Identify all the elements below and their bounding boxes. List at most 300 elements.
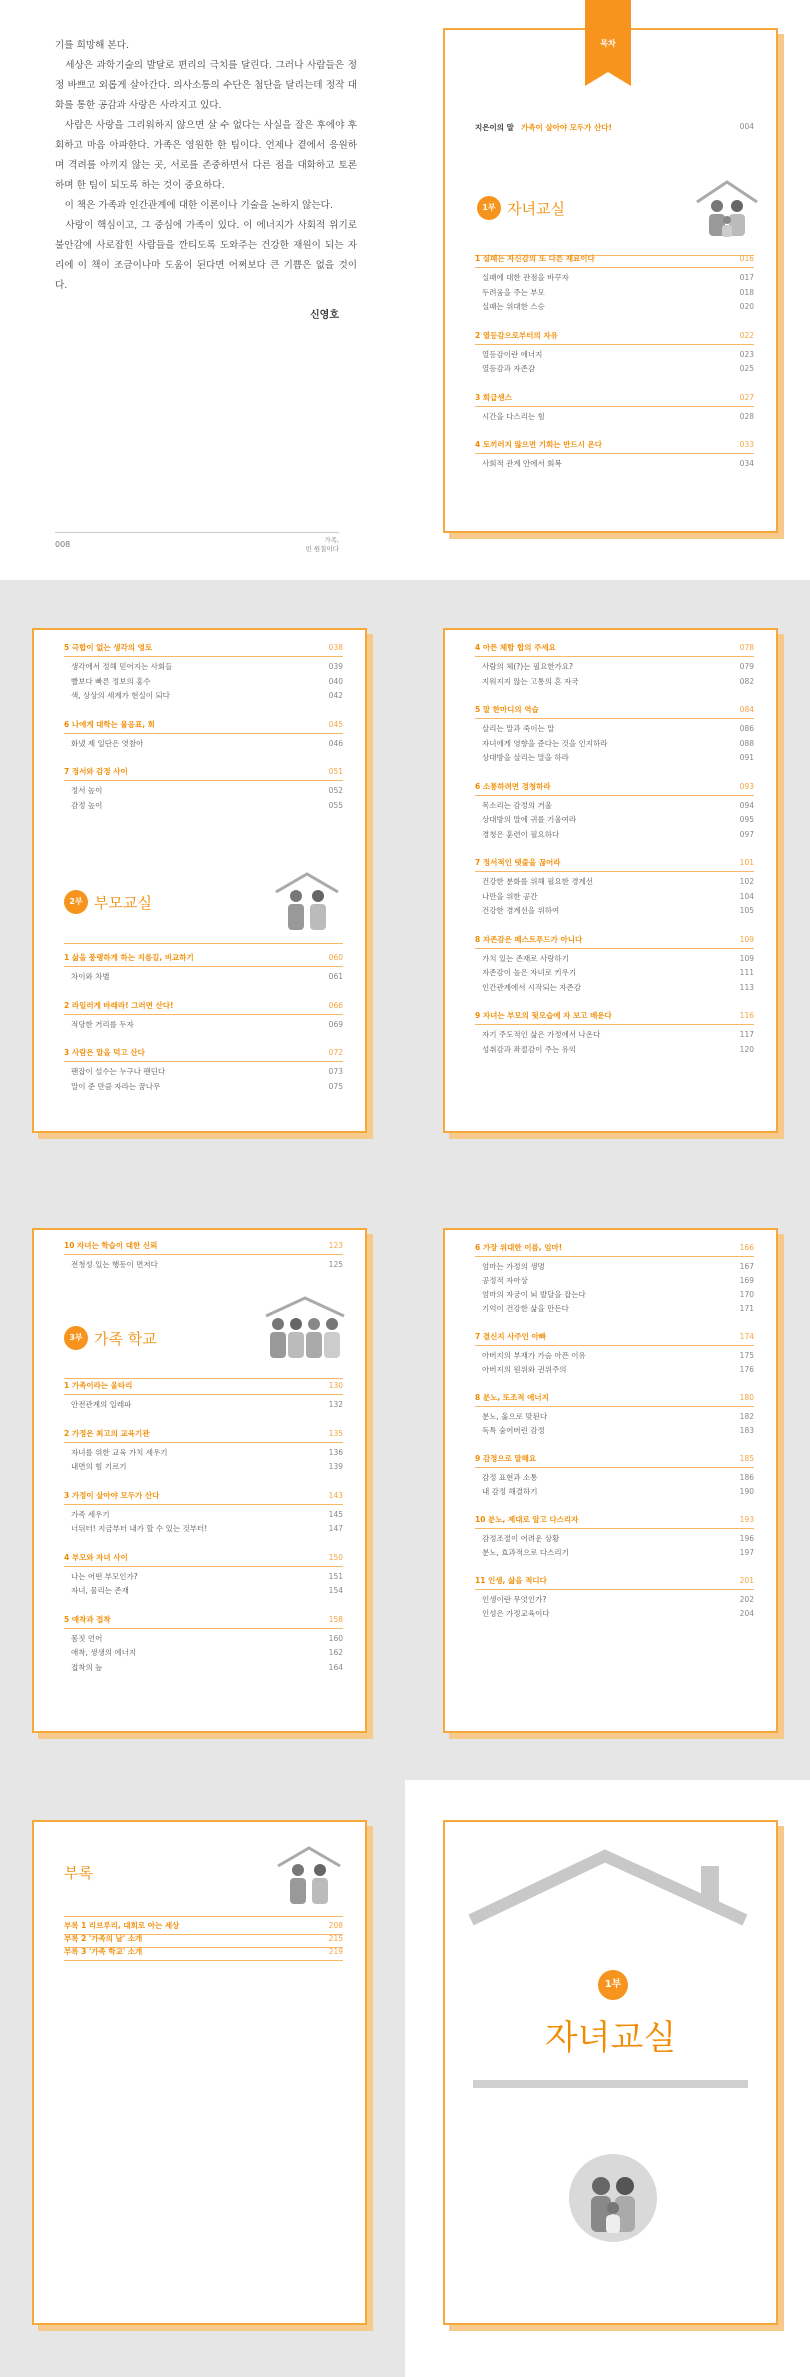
preface-paragraph: 사람은 사랑을 그리워하지 않으면 살 수 없다는 사실을 잘은 후에야 후회하고 마음 아파한다. 가족은 영원한 한 팀이다. 언제나 곁에서 응원하며 격려를 아끼지 않는 곳, 서로를 존중하면서 다른 점을 대화하고 토론하며 한 팀이 되도록 하는 것이 중요하다. [55, 120, 357, 191]
toc-section-entry[interactable] [475, 1044, 754, 1055]
toc-entry-page: 034 [739, 459, 754, 468]
toc-chapter-entry[interactable] [64, 642, 343, 653]
preface-page [0, 0, 405, 580]
toc-entry-title: 사람의 체(?)는 필요한가요? [482, 662, 574, 671]
toc-entry-title: 공정적 자아상 [482, 1276, 528, 1285]
toc-entry-page: 219 [328, 1947, 343, 1956]
toc-entry-title: 3 가정이 살아야 모두가 산다 [64, 1490, 160, 1500]
toc-section-entry[interactable] [475, 800, 754, 811]
toc-section-entry[interactable] [475, 1547, 754, 1558]
toc-entry-title: 5 극합이 없는 생각의 영토 [64, 643, 153, 652]
prologue-entry[interactable] [475, 122, 754, 134]
chapter-divider [475, 1467, 754, 1468]
chapter-divider [64, 1442, 343, 1443]
toc-entry-title: 기억이 건강한 삶을 만든다 [482, 1304, 569, 1313]
toc-entry-title: 지워지지 않는 고통의 흔 자국 [482, 676, 579, 686]
toc-section-entry[interactable] [64, 1523, 343, 1534]
chapter-divider [475, 656, 754, 657]
toc-entry-page: 039 [328, 662, 343, 671]
toc-entry-page: 185 [739, 1454, 754, 1463]
toc-entry-title: 자녀에게 영향을 준다는 것을 인지하라 [482, 738, 608, 748]
toc-entry-title: 가족 세우기 [71, 1509, 110, 1519]
toc-entry-title: 너뒤터! 지금부터 내가 할 수 있는 것부터! [71, 1524, 208, 1533]
toc-chapter-entry[interactable] [64, 1933, 343, 1944]
toc-chapter-entry[interactable] [64, 766, 343, 777]
toc-section-entry[interactable] [64, 661, 343, 672]
toc-entry-page: 162 [328, 1648, 343, 1657]
chapter-divider [64, 1504, 343, 1505]
toc-entry-title: 자기 주도적인 삶은 가정에서 나온다 [482, 1030, 601, 1039]
toc-chapter-entry[interactable] [475, 642, 754, 653]
toc-section-entry[interactable] [475, 1289, 754, 1300]
toc-entry-page: 166 [739, 1243, 754, 1252]
toc-entry-title: 엄마의 자궁이 뇌 발달을 잡는다 [482, 1290, 586, 1299]
toc-card-1 [443, 28, 778, 533]
toc-list [475, 642, 754, 1122]
toc-entry-title: 인성은 가정교육이다 [482, 1609, 550, 1618]
toc-entry-page: 027 [739, 392, 754, 402]
toc-label: 목차 [600, 39, 616, 48]
part-title-1: 자녀교실 [507, 200, 565, 218]
toc-section-entry[interactable] [475, 905, 754, 916]
toc-section-entry[interactable] [475, 814, 754, 825]
toc-entry-page: 160 [328, 1633, 343, 1643]
toc-section-entry[interactable] [64, 690, 343, 701]
toc-chapter-entry[interactable] [475, 934, 754, 945]
toc-section-entry[interactable] [475, 876, 754, 887]
toc-section-entry[interactable] [64, 738, 343, 749]
toc-entry-page: 176 [739, 1365, 754, 1374]
page-number: 008 [55, 540, 71, 549]
toc-section-entry[interactable] [64, 1633, 343, 1644]
toc-section-entry[interactable] [475, 661, 754, 672]
toc-entry-title: 감정 표현과 소통 [482, 1473, 538, 1482]
toc-section-entry[interactable] [64, 1509, 343, 1520]
chapter-divider [64, 1960, 343, 1961]
toc-section-entry[interactable] [475, 1350, 754, 1361]
chapter-divider [64, 656, 343, 657]
toc-entry-title: 색, 상상의 세계가 현실이 되다 [71, 691, 170, 700]
toc-section-entry[interactable] [475, 752, 754, 763]
toc-section-entry[interactable] [475, 953, 754, 964]
toc-chapter-entry[interactable] [475, 439, 754, 450]
toc-chapter-entry[interactable] [475, 857, 754, 868]
part-opener-card [443, 1820, 778, 2325]
toc-entry-page: 154 [328, 1586, 343, 1595]
toc-entry-page: 116 [739, 1011, 754, 1020]
toc-entry-page: 033 [739, 440, 754, 449]
toc-entry-title: 시간을 다스리는 힘 [482, 411, 545, 421]
appendix-title: 부록 [64, 1864, 93, 1882]
toc-chapter-entry[interactable] [475, 1575, 754, 1586]
preface-paragraph: 이 책은 가족과 인간관계에 대한 이론이나 기술을 논하지 않는다. [55, 200, 333, 211]
toc-section-entry[interactable] [475, 1303, 754, 1314]
toc-entry-title: 6 소통하려면 경청하라 [475, 781, 551, 791]
toc-entry-title: 상대방의 말에 귀를 기울여라 [482, 815, 577, 824]
toc-card-3 [443, 628, 778, 1133]
toc-entry-page: 022 [739, 330, 754, 340]
chapter-divider [64, 1566, 343, 1567]
toc-section-entry[interactable] [475, 1472, 754, 1483]
toc-entry-page: 109 [739, 953, 754, 963]
toc-section-entry[interactable] [475, 891, 754, 902]
toc-entry-page: 061 [328, 972, 343, 981]
toc-chapter-entry[interactable] [475, 392, 754, 403]
toc-entry-page: 170 [739, 1290, 754, 1299]
toc-entry-page: 018 [739, 287, 754, 297]
chapter-divider [475, 406, 754, 407]
toc-section-entry[interactable] [475, 967, 754, 978]
toc-entry-title: 4 아픈 체함 합의 주세요 [475, 643, 556, 652]
toc-entry-title: 2 라일러게 바래라! 그러면 산다! [64, 1000, 174, 1010]
toc-section-entry[interactable] [64, 1585, 343, 1596]
part-badge-opener: 1부 [598, 1970, 628, 2000]
toc-entry-title: 자녀, 물리는 존재 [71, 1586, 129, 1595]
preface-paragraph: 기를 희망해 본다. [55, 40, 130, 51]
toc-entry-page: 075 [328, 1081, 343, 1091]
toc-entry-page: 088 [739, 738, 754, 748]
toc-section-entry[interactable] [475, 738, 754, 749]
divider [64, 1916, 343, 1917]
toc-entry-page: 102 [739, 877, 754, 886]
toc-list [475, 253, 754, 523]
toc-chapter-entry[interactable] [64, 719, 343, 730]
toc-entry-title: 7 결신지 사주인 아빠 [475, 1332, 547, 1341]
toc-entry-page: 125 [328, 1260, 343, 1269]
toc-entry-page: 182 [739, 1412, 754, 1421]
toc-entry-page: 150 [328, 1552, 343, 1562]
toc-entry-title: 화냈 제 일단은 엿참아 [71, 738, 144, 748]
toc-entry-title: 내 감정 해결하기 [482, 1487, 538, 1496]
toc-entry-title: 아버지의 부재가 가슴 아픈 이유 [482, 1351, 586, 1360]
toc-chapter-entry[interactable] [64, 1920, 343, 1931]
toc-section-entry[interactable] [475, 1364, 754, 1375]
toc-list [64, 642, 343, 842]
toc-section-entry[interactable] [64, 785, 343, 796]
divider [64, 943, 343, 944]
toc-chapter-entry[interactable] [64, 1000, 343, 1011]
toc-section-entry[interactable] [475, 1411, 754, 1422]
toc-entry-title: 4 부모와 자녀 사이 [64, 1552, 128, 1562]
toc-section-entry[interactable] [475, 723, 754, 734]
toc-chapter-entry[interactable] [64, 1552, 343, 1563]
chapter-divider [475, 1589, 754, 1590]
toc-entry-title: 1 가족이라는 울타리 [64, 1381, 133, 1390]
toc-section-entry[interactable] [64, 1259, 343, 1270]
toc-entry-page: 105 [739, 906, 754, 915]
toc-chapter-entry[interactable] [64, 1946, 343, 1957]
chapter-divider [475, 267, 754, 268]
toc-entry-title: 9 감정으로 말해요 [475, 1454, 537, 1463]
chapter-divider [475, 453, 754, 454]
toc-entry-page: 109 [739, 934, 754, 944]
chapter-divider [64, 1254, 343, 1255]
toc-entry-page: 084 [739, 705, 754, 714]
toc-section-entry[interactable] [475, 1608, 754, 1619]
toc-entry-page: 208 [328, 1921, 343, 1930]
toc-section-entry[interactable] [64, 1399, 343, 1410]
toc-entry-page: 135 [328, 1428, 343, 1438]
toc-entry-page: 183 [739, 1426, 754, 1435]
toc-entry-title: 8 자존감은 페스트푸드가 아니다 [475, 934, 583, 944]
toc-entry-page: 060 [328, 953, 343, 962]
chapter-divider [64, 966, 343, 967]
family-illustration-icon [274, 870, 340, 934]
author-signature: 신영호 [310, 310, 339, 321]
toc-chapter-entry[interactable] [64, 1380, 343, 1391]
toc-section-entry[interactable] [64, 1081, 343, 1092]
part-title-3: 가족 학교 [94, 1330, 157, 1348]
chapter-divider [475, 1345, 754, 1346]
toc-section-entry[interactable] [475, 1261, 754, 1272]
toc-section-entry[interactable] [475, 829, 754, 840]
toc-entry-page: 167 [739, 1262, 754, 1271]
toc-entry-page: 040 [328, 676, 343, 686]
toc-section-entry[interactable] [64, 1461, 343, 1472]
toc-entry-title: 적당한 거리를 두자 [71, 1019, 134, 1029]
part-badge-2: 2부 [64, 890, 88, 914]
toc-section-entry[interactable] [475, 1533, 754, 1544]
toc-entry-title: 실패에 대한 관점을 바꾸자 [482, 273, 569, 282]
toc-entry-page: 132 [328, 1400, 343, 1409]
toc-entry-title: 8 분노, 또조적 에너지 [475, 1393, 549, 1402]
toc-section-entry[interactable] [475, 363, 754, 374]
toc-entry-page: 079 [739, 662, 754, 671]
toc-entry-title: 생각에서 정해 믿어지는 사회들 [71, 662, 173, 671]
running-head: 가족, 빈 원칠이다 [305, 536, 339, 553]
toc-entry-page: 113 [739, 982, 754, 992]
chapter-divider [475, 344, 754, 345]
toc-chapter-entry[interactable] [64, 1428, 343, 1439]
toc-entry-page: 051 [328, 767, 343, 776]
toc-entry-page: 175 [739, 1351, 754, 1360]
toc-chapter-entry[interactable] [475, 1331, 754, 1342]
toc-entry-title: 3 회급센스 [475, 392, 512, 402]
toc-section-entry[interactable] [475, 349, 754, 360]
toc-entry-title: 7 정서적인 탯줄을 끊어라 [475, 858, 561, 867]
toc-entry-page: 215 [328, 1934, 343, 1943]
part-title-2: 부모교실 [94, 894, 152, 912]
chapter-divider [475, 718, 754, 719]
chapter-divider [64, 1014, 343, 1015]
chapter-divider [64, 780, 343, 781]
toc-section-entry[interactable] [475, 1029, 754, 1040]
toc-entry-title: 경청은 훈련이 필요하다 [482, 829, 560, 839]
toc-chapter-entry[interactable] [475, 1392, 754, 1403]
chapter-divider [64, 1394, 343, 1395]
toc-section-entry[interactable] [64, 1447, 343, 1458]
toc-section-entry[interactable] [475, 458, 754, 469]
toc-section-entry[interactable] [64, 676, 343, 687]
toc-chapter-entry[interactable] [475, 1010, 754, 1021]
prologue-text: 가족이 살아야 모두가 산다! [521, 123, 612, 132]
toc-entry-title: 팬잡이 설수는 누구나 팬딘다 [71, 1067, 166, 1076]
toc-entry-page: 147 [328, 1524, 343, 1533]
toc-entry-title: 말이 준 만큼 자라는 꿈나무 [71, 1081, 161, 1091]
toc-entry-title: 아버지의 원위와 권위주의 [482, 1365, 567, 1374]
toc-entry-title: 살리는 말과 죽이는 말 [482, 724, 555, 733]
toc-entry-page: 151 [328, 1571, 343, 1581]
toc-entry-title: 두려움을 주는 부모 [482, 287, 545, 297]
toc-card-6 [32, 1820, 367, 2325]
toc-entry-page: 136 [328, 1447, 343, 1457]
toc-card-5 [443, 1228, 778, 1733]
toc-section-entry[interactable] [64, 971, 343, 982]
toc-chapter-entry[interactable] [64, 952, 343, 963]
toc-entry-page: 130 [328, 1381, 343, 1390]
preface-paragraph: 사랑이 핵심이고, 그 중심에 가족이 있다. 이 에너지가 사회적 위기로 불안감에 사로잡힌 사람들을 깐티도록 도와주는 건강한 재원이 되는 자리에 이 책이 조금이나마 도움이 된다면 어쩌보다 큰 기쁨은 없을 것이다. [55, 220, 357, 291]
toc-section-entry[interactable] [64, 800, 343, 811]
toc-entry-title: 분노, 옳으로 맞된다 [482, 1412, 548, 1421]
toc-entry-title: 5 말 한마디의 역습 [475, 705, 539, 714]
toc-section-entry[interactable] [475, 411, 754, 422]
toc-entry-title: 열등감이란 에너지 [482, 349, 543, 359]
toc-entry-title: 인생이란 무엇인가? [482, 1595, 547, 1604]
toc-entry-title: 성취감과 좌절감이 주는 유익 [482, 1044, 577, 1054]
toc-section-entry[interactable] [475, 1486, 754, 1497]
toc-entry-title: 엄마는 가정의 생명 [482, 1262, 545, 1271]
prologue-title: 지은이의 말 [475, 123, 514, 132]
toc-entry-page: 046 [328, 738, 343, 748]
toc-list [64, 1240, 343, 1280]
toc-entry-page: 020 [739, 302, 754, 311]
chapter-divider [64, 1061, 343, 1062]
toc-entry-page: 038 [328, 643, 343, 652]
toc-chapter-entry[interactable] [64, 1047, 343, 1058]
toc-entry-page: 069 [328, 1019, 343, 1029]
toc-section-entry[interactable] [64, 1066, 343, 1077]
part-opener-title: 자녀교실 [544, 2018, 677, 2058]
toc-chapter-entry[interactable] [475, 704, 754, 715]
toc-entry-title: 빨보다 빠른 정보의 홍수 [71, 676, 151, 686]
toc-section-entry[interactable] [475, 1425, 754, 1436]
toc-ribbon [585, 0, 631, 72]
toc-section-entry[interactable] [475, 1594, 754, 1605]
chapter-divider [475, 948, 754, 949]
toc-entry-title: 1 삶을 풍랭하게 하는 지름길, 비교하기 [64, 953, 194, 962]
toc-entry-page: 169 [739, 1276, 754, 1285]
toc-entry-page: 016 [739, 254, 754, 263]
toc-list [475, 1242, 754, 1722]
toc-entry-title: 안전관계의 일레파 [71, 1400, 132, 1409]
toc-entry-title: 10 자녀는 학습이 대한 신뢰 [64, 1241, 158, 1250]
toc-chapter-entry[interactable] [475, 1514, 754, 1525]
toc-chapter-entry[interactable] [475, 253, 754, 264]
toc-section-entry[interactable] [64, 1019, 343, 1030]
toc-entry-page: 086 [739, 724, 754, 733]
toc-entry-title: 감정조절이 어려운 상황 [482, 1534, 560, 1543]
toc-entry-page: 045 [328, 719, 343, 729]
toc-entry-page: 143 [328, 1490, 343, 1500]
toc-entry-title: 자존감이 높은 자녀로 키우기 [482, 968, 577, 977]
toc-entry-title: 사회적 관계 안에서 회복 [482, 459, 562, 468]
toc-entry-page: 111 [739, 968, 754, 977]
toc-chapter-entry[interactable] [64, 1490, 343, 1501]
toc-entry-page: 055 [328, 800, 343, 810]
toc-section-entry[interactable] [64, 1662, 343, 1673]
toc-entry-title: 2 가정은 최고의 교육기관 [64, 1428, 150, 1438]
toc-entry-page: 017 [739, 273, 754, 282]
toc-entry-page: 196 [739, 1534, 754, 1543]
toc-entry-page: 072 [328, 1048, 343, 1057]
toc-entry-page: 093 [739, 781, 754, 791]
toc-chapter-entry[interactable] [475, 330, 754, 341]
toc-entry-page: 023 [739, 349, 754, 359]
toc-chapter-entry[interactable] [475, 1242, 754, 1253]
toc-entry-title: 9 자녀는 부모의 뒷모습에 자 보고 배운다 [475, 1011, 612, 1020]
toc-entry-title: 실패는 위대한 스승 [482, 302, 545, 311]
toc-section-entry[interactable] [475, 676, 754, 687]
toc-entry-page: 101 [739, 858, 754, 867]
toc-entry-page: 097 [739, 829, 754, 839]
toc-entry-title: 내면의 힘 기르기 [71, 1462, 127, 1471]
toc-section-entry[interactable] [475, 272, 754, 283]
toc-section-entry[interactable] [475, 1275, 754, 1286]
chapter-divider [475, 1406, 754, 1407]
chapter-divider [475, 1256, 754, 1257]
toc-chapter-entry[interactable] [475, 1453, 754, 1464]
chapter-divider [475, 795, 754, 796]
toc-entry-page: 078 [739, 643, 754, 652]
toc-entry-title: 전청성 있는 행동이 면저다 [71, 1260, 158, 1269]
toc-section-entry[interactable] [475, 287, 754, 298]
toc-entry-title: 부록 2 '가족의 날' 소개 [64, 1934, 143, 1943]
toc-entry-title: 11 인생, 삶을 적디다 [475, 1576, 547, 1585]
toc-entry-page: 201 [739, 1576, 754, 1585]
toc-chapter-entry[interactable] [64, 1240, 343, 1251]
toc-entry-page: 120 [739, 1044, 754, 1054]
toc-entry-title: 2 열등감으로부터의 자유 [475, 330, 558, 340]
toc-entry-title: 부록 1 리브루리, 대회로 아는 세상 [64, 1921, 180, 1930]
preface-paragraph: 세상은 과학기술의 발달로 편리의 극치를 달린다. 그러나 사람들은 정정 바쁘고 외롭게 살아간다. 의사소통의 수단은 첨단을 달리는데 정작 대화를 통한 공감과 사랑은 사라지고 있다. [55, 60, 357, 111]
toc-card-2 [32, 628, 367, 1133]
toc-section-entry[interactable] [475, 982, 754, 993]
toc-entry-page: 164 [328, 1662, 343, 1672]
toc-entry-title: 10 분노, 제대로 알고 다스리자 [475, 1515, 579, 1524]
house-roof-icon [465, 1832, 760, 1932]
toc-entry-page: 145 [328, 1509, 343, 1519]
toc-entry-page: 197 [739, 1548, 754, 1557]
toc-section-entry[interactable] [475, 301, 754, 312]
toc-list [64, 1920, 343, 1980]
toc-list [64, 1380, 343, 1720]
family-portrait-icon [567, 2152, 659, 2244]
toc-entry-title: 7 정서와 감정 사이 [64, 767, 128, 776]
toc-entry-page: 158 [328, 1614, 343, 1624]
chapter-divider [64, 733, 343, 734]
toc-section-entry[interactable] [64, 1647, 343, 1658]
toc-section-entry[interactable] [64, 1571, 343, 1582]
toc-entry-page: 171 [739, 1304, 754, 1313]
toc-entry-title: 6 나에게 대학는 물음표, 회 [64, 719, 155, 729]
chapter-divider [475, 1528, 754, 1529]
family-illustration-icon [262, 1294, 348, 1366]
toc-entry-title: 인간관계에서 시작되는 자존감 [482, 982, 581, 992]
toc-entry-title: 상대방을 살리는 말을 하라 [482, 753, 569, 762]
toc-entry-page: 190 [739, 1487, 754, 1496]
toc-entry-title: 열등감과 자존감 [482, 364, 536, 373]
toc-entry-page: 123 [328, 1241, 343, 1250]
chapter-divider [475, 1024, 754, 1025]
toc-entry-page: 082 [739, 676, 754, 686]
toc-entry-title: 4 토끼러지 않으면 기회는 반드시 온다 [475, 440, 602, 449]
toc-chapter-entry[interactable] [475, 781, 754, 792]
toc-entry-title: 1 실패는 자신감의 또 다른 재료이다 [475, 254, 595, 263]
toc-entry-title: 분노, 효과적으로 다스리기 [482, 1548, 569, 1557]
toc-card-4 [32, 1228, 367, 1733]
toc-chapter-entry[interactable] [64, 1614, 343, 1625]
toc-entry-page: 052 [328, 786, 343, 795]
